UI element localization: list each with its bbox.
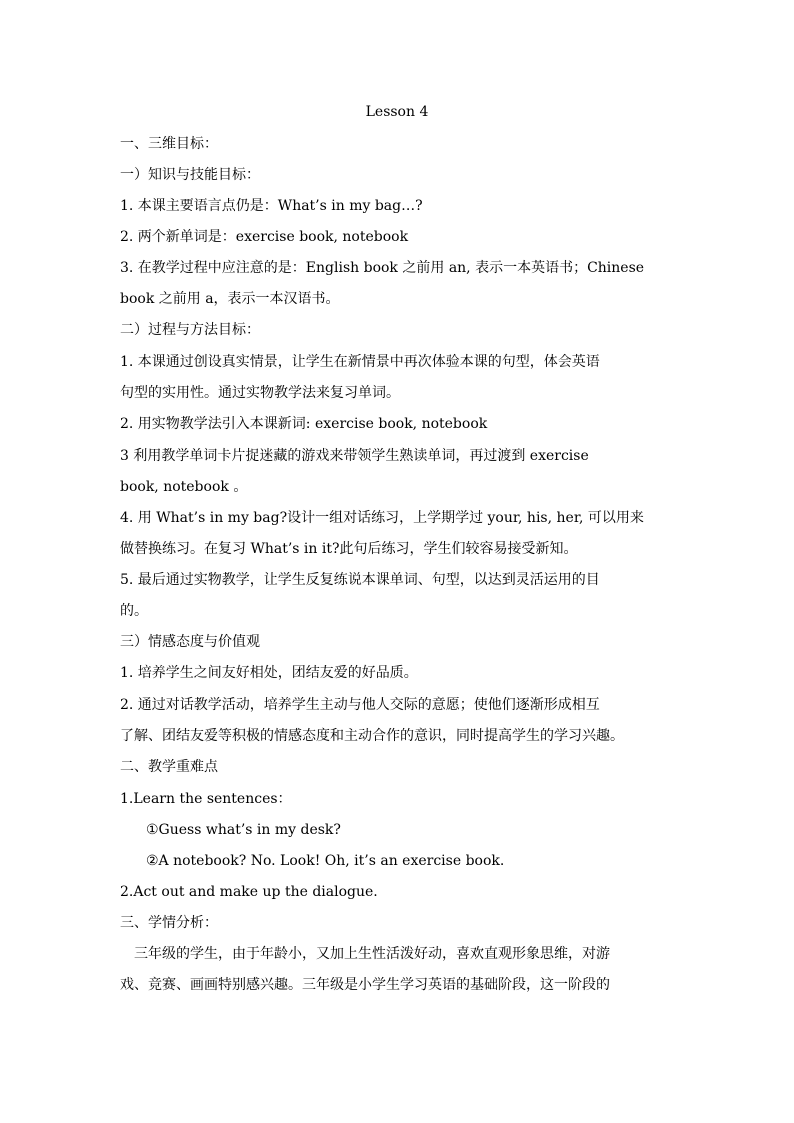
attitude-line-2-cont: 了解、团结友爱等积极的情感态度和主动合作的意识，同时提高学生的学习兴趣。 xyxy=(120,728,624,744)
subheading-attitude-values: 三）情感态度与价值观 xyxy=(120,634,260,650)
subheading-process-methods: 二）过程与方法目标： xyxy=(120,322,260,338)
objective-line-3-cont: book 之前用 a，表示一本汉语书。 xyxy=(120,291,340,307)
analysis-line-1: 三年级的学生，由于年龄小，又加上生性活泼好动，喜欢直观形象思维，对游 xyxy=(134,946,610,962)
process-line-5: 5. 最后通过实物教学，让学生反复练说本课单词、句型，以达到灵活运用的目 xyxy=(120,572,600,588)
process-line-3: 3 利用教学单词卡片捉迷藏的游戏来带领学生熟读单词，再过渡到 exercise xyxy=(120,448,589,464)
process-line-4-cont: 做替换练习。在复习 What’s in it?此句后练习，学生们较容易接受新知。 xyxy=(120,541,578,557)
process-line-1: 1. 本课通过创设真实情景，让学生在新情景中再次体验本课的句型，体会英语 xyxy=(120,354,600,370)
objective-line-1: 1. 本课主要语言点仍是：What’s in my bag…? xyxy=(120,198,423,214)
attitude-line-2: 2. 通过对话教学活动，培养学生主动与他人交际的意愿；使他们逐渐形成相互 xyxy=(120,697,600,713)
lesson-title: Lesson 4 xyxy=(365,104,429,120)
key-point-2: 2.Act out and make up the dialogue. xyxy=(120,884,378,900)
analysis-line-2: 戏、竞赛、画画特别感兴趣。三年级是小学生学习英语的基础阶段，这一阶段的 xyxy=(120,977,610,993)
process-line-5-cont: 的。 xyxy=(120,603,148,619)
section-heading-key-points: 二、教学重难点 xyxy=(120,759,218,775)
process-line-1-cont: 句型的实用性。通过实物教学法来复习单词。 xyxy=(120,385,400,401)
key-sentence-2: ②A notebook? No. Look! Oh, it’s an exercise book. xyxy=(146,853,505,869)
objective-line-3: 3. 在教学过程中应注意的是：English book 之前用 an, 表示一本英语书；Chinese xyxy=(120,260,645,276)
key-sentence-1: ①Guess what’s in my desk? xyxy=(146,822,341,838)
process-line-2: 2. 用实物教学法引入本课新词: exercise book, notebook xyxy=(120,416,488,432)
key-point-1: 1.Learn the sentences： xyxy=(120,791,292,807)
process-line-4: 4. 用 What’s in my bag?设计一组对话练习，上学期学过 your, his, her, 可以用来 xyxy=(120,510,644,526)
objective-line-2: 2. 两个新单词是：exercise book, notebook xyxy=(120,229,409,245)
process-line-3-cont: book, notebook 。 xyxy=(120,479,248,495)
section-heading-learner-analysis: 三、学情分析： xyxy=(120,915,218,931)
subheading-knowledge-skills: 一）知识与技能目标： xyxy=(120,167,260,183)
attitude-line-1: 1. 培养学生之间友好相处，团结友爱的好品质。 xyxy=(120,665,418,681)
section-heading-objectives: 一、三维目标： xyxy=(120,136,218,152)
